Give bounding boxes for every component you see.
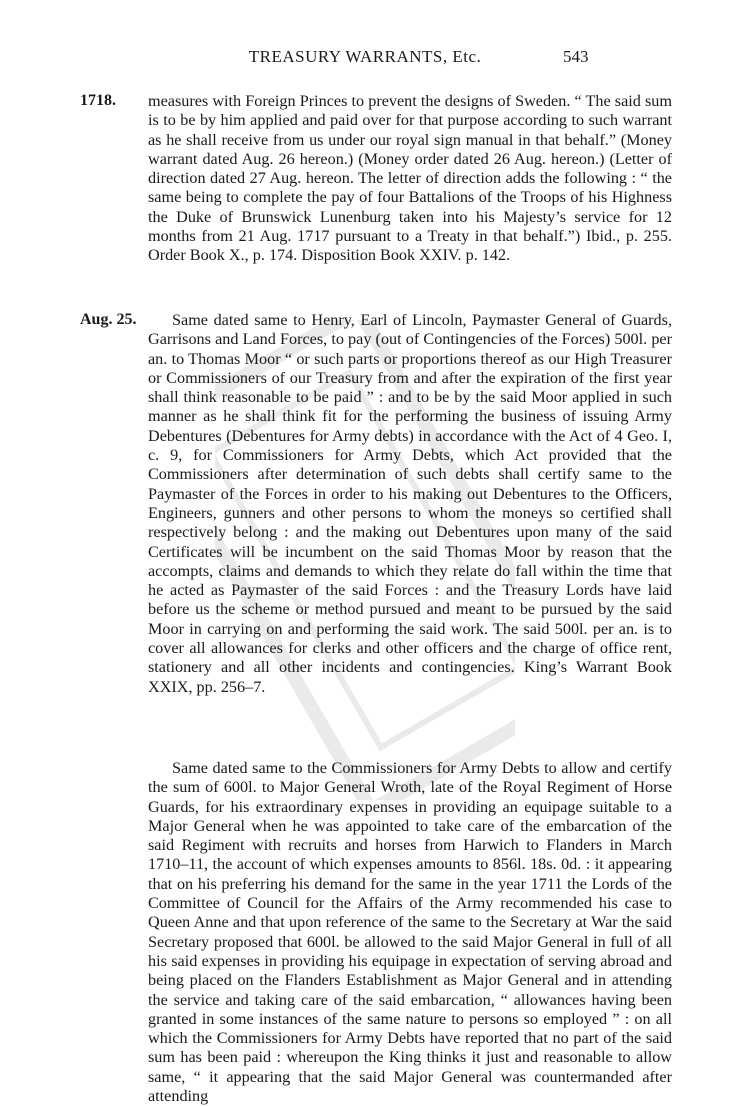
paragraph-lincoln-warrant bbox=[148, 311, 672, 697]
running-header-title: TREASURY WARRANTS, Etc. bbox=[248, 47, 482, 66]
paragraph-text: Same dated same to Henry, Earl of Lincoln, Paymaster General of Guards, Garrisons and Land Forces, to pay (out of Contingencies of the Forces) 500l. per an. to Thomas Moor “ or such parts or proportions thereof as our High Treasurer or Commissioners of our Treasury from and after the expiration of the first year shall think reasonable to be paid ” : and to be by the said Moor applied in such manner as he shall think fit for the performing the business of issuing Army Debentures (Debentures for Army debts) in accordance with the Act of 4 Geo. I, c. 9, for Commissioners for Army Debts, which Act provided that the Commissioners after determination of such debts shall certify same to the Paymaster of the Forces in order to his making out Debentures to the Officers, Engineers, gunners and other persons to whom the moneys so certified shall respectively belong : and the making out Debentures upon many of the said Certificates will be incumbent on the said Thomas Moor by reason that the accompts, claims and demands to which they relate do fall within the time that he acted as Paymaster of the said Forces : and the Treasury Lords have laid before us the scheme or method pursued and meant to be pursued by the said Moor in carrying on and performing the said work. The said 500l. per an. is to cover all allowances for clerks and other officers and the charge of office rent, stationery and all other incidents and contingencies. King’s Warrant Book XXIX, pp. 256–7. bbox=[148, 311, 672, 696]
paragraph-wroth-warrant bbox=[148, 759, 672, 1106]
paragraph-text: measures with Foreign Princes to prevent the designs of Sweden. “ The said sum is to be by him applied and paid over for that purpose according to such warrant as he shall receive from us under our royal sign manual in that behalf.” (Money warrant dated Aug. 26 hereon.) (Money order dated 26 Aug. hereon.) (Letter of direction dated 27 Aug. hereon. The letter of direction adds the following : “ the same being to complete the pay of four Battalions of the Troops of his Highness the Duke of Brunswick Lunenburg taken into his Majesty’s service for 12 months from 21 Aug. 1717 pursuant to a Treaty in that behalf.”) Ibid., p. 255. Order Book X., p. 174. Disposition Book XXIV. p. 142. bbox=[148, 92, 672, 265]
page-number: 543 bbox=[563, 47, 589, 66]
margin-year: 1718. bbox=[80, 92, 116, 109]
margin-date: Aug. 25. bbox=[80, 311, 137, 328]
paragraph-text: Same dated same to the Commissioners for Army Debts to allow and certify the sum of 600l. to Major General Wroth, late of the Royal Regiment of Horse Guards, for his extraordinary expenses in providing an equipage suitable to a Major General when he was appointed to take care of the embarcation of the said Regiment with recruits and horses from Harwich to Flanders in March 1710–11, the account of which expenses amounts to 856l. 18s. 0d. : it appearing that on his preferring his demand for the same in the year 1711 the Lords of the Committee of Council for the Affairs of the Army recommended his case to Queen Anne and that upon reference of the same to the Secretary at War the said Secretary proposed that 600l. be allowed to the said Major General in full of all his said expenses in providing his equipage in expectation of serving abroad and being placed on the Flanders Establishment as Major General and in attending the service and taking care of the said embarcation, “ allowances having been granted in some instances of the same nature to persons so employed ” : on all which the Commissioners for Army Debts have reported that no part of the said sum has been paid : whereupon the King thinks it just and reasonable to allow same, “ it appearing that the said Major General was countermanded after attending bbox=[148, 759, 672, 1106]
paragraph-continued bbox=[148, 92, 672, 266]
